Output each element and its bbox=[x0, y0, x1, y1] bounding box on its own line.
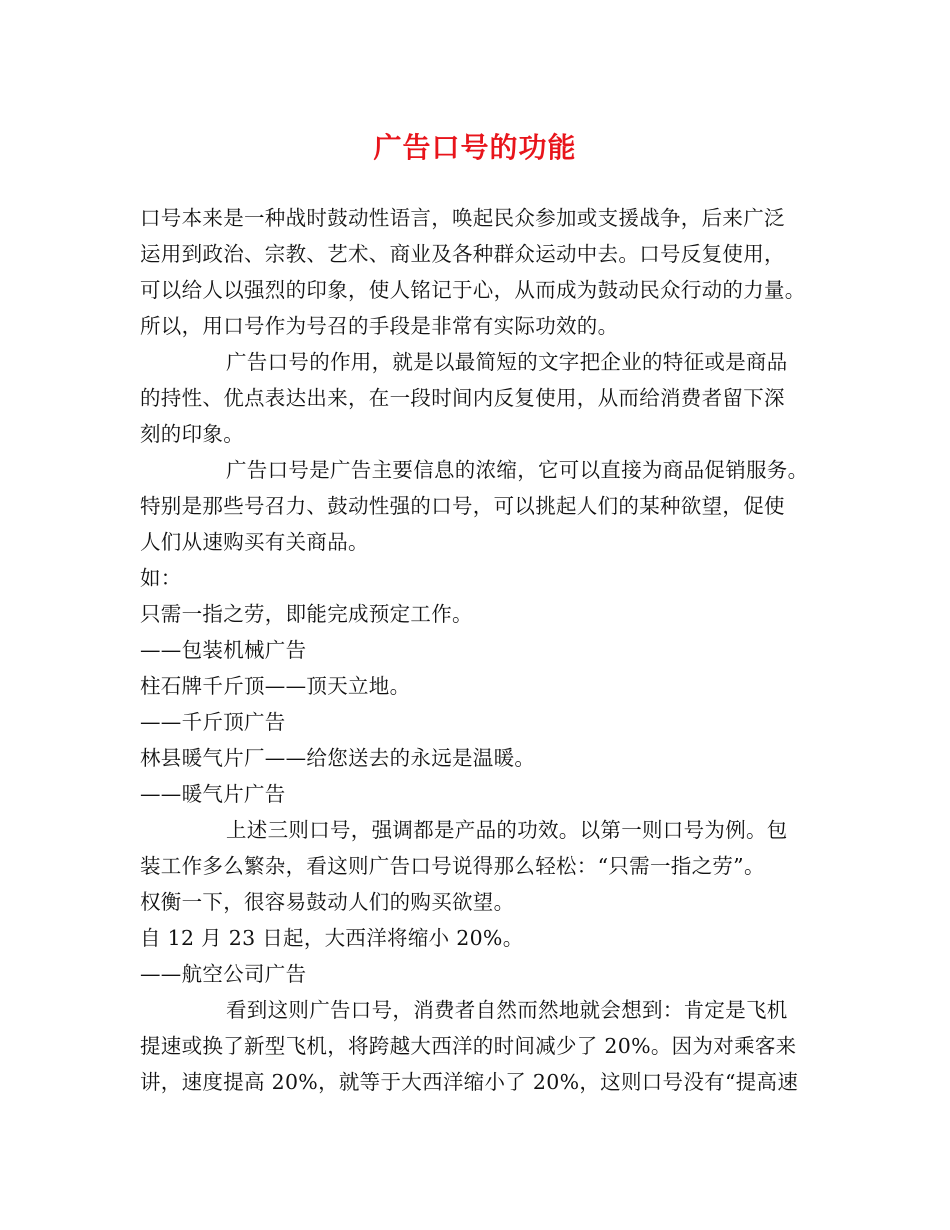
paragraph bbox=[140, 776, 830, 812]
text-line: 自 12 月 23 日起，大西洋将缩小 20%。 bbox=[140, 926, 524, 950]
paragraph bbox=[140, 992, 830, 1100]
text-line: 只需一指之劳，即能完成预定工作。 bbox=[140, 602, 473, 626]
text-line: 柱石牌千斤顶——顶天立地。 bbox=[140, 674, 411, 698]
text-line: 上述三则口号，强调都是产品的功效。以第一则口号为例。包 bbox=[226, 818, 788, 842]
paragraph bbox=[140, 452, 830, 560]
document-body bbox=[140, 200, 830, 1100]
paragraph bbox=[140, 740, 830, 776]
paragraph bbox=[140, 344, 830, 452]
page-title: 广告口号的功能 bbox=[373, 131, 577, 164]
text-line: 刻的印象。 bbox=[140, 422, 244, 446]
paragraph bbox=[140, 200, 830, 344]
text-line: 看到这则广告口号，消费者自然而然地就会想到：肯定是飞机 bbox=[226, 998, 788, 1022]
paragraph bbox=[140, 560, 830, 596]
paragraph bbox=[140, 596, 830, 632]
text-line: ——航空公司广告 bbox=[140, 962, 307, 986]
paragraph bbox=[140, 632, 830, 668]
text-line: 所以，用口号作为号召的手段是非常有实际功效的。 bbox=[140, 314, 619, 338]
paragraph bbox=[140, 920, 830, 956]
text-line: 权衡一下，很容易鼓动人们的购买欲望。 bbox=[140, 890, 515, 914]
text-line: 广告口号是广告主要信息的浓缩，它可以直接为商品促销服务。 bbox=[226, 458, 809, 482]
text-line: 运用到政治、宗教、艺术、商业及各种群众运动中去。口号反复使用， bbox=[140, 242, 785, 266]
paragraph bbox=[140, 956, 830, 992]
paragraph bbox=[140, 812, 830, 920]
text-line: 的持性、优点表达出来，在一段时间内反复使用，从而给消费者留下深 bbox=[140, 386, 785, 410]
text-line: 提速或换了新型飞机，将跨越大西洋的时间减少了 20%。因为对乘客来 bbox=[140, 1034, 797, 1058]
text-line: ——包装机械广告 bbox=[140, 638, 307, 662]
text-line: 口号本来是一种战时鼓动性语言，唤起民众参加或支援战争，后来广泛 bbox=[140, 206, 785, 230]
text-line: 特别是那些号召力、鼓动性强的口号，可以挑起人们的某种欲望，促使 bbox=[140, 494, 785, 518]
text-line: ——千斤顶广告 bbox=[140, 710, 286, 734]
text-line: 人们从速购买有关商品。 bbox=[140, 530, 369, 554]
text-line: 林县暖气片厂——给您送去的永远是温暖。 bbox=[140, 746, 536, 770]
paragraph bbox=[140, 668, 830, 704]
text-line: ——暖气片广告 bbox=[140, 782, 286, 806]
text-line: 如： bbox=[140, 566, 182, 590]
text-line: 广告口号的作用，就是以最简短的文字把企业的特征或是商品 bbox=[226, 350, 788, 374]
text-line: 可以给人以强烈的印象，使人铭记于心，从而成为鼓动民众行动的力量。 bbox=[140, 278, 806, 302]
text-line: 装工作多么繁杂，看这则广告口号说得那么轻松：“只需一指之劳”。 bbox=[140, 854, 765, 878]
text-line: 讲，速度提高 20%，就等于大西洋缩小了 20%，这则口号没有“提高速 bbox=[140, 1070, 799, 1094]
paragraph bbox=[140, 704, 830, 740]
